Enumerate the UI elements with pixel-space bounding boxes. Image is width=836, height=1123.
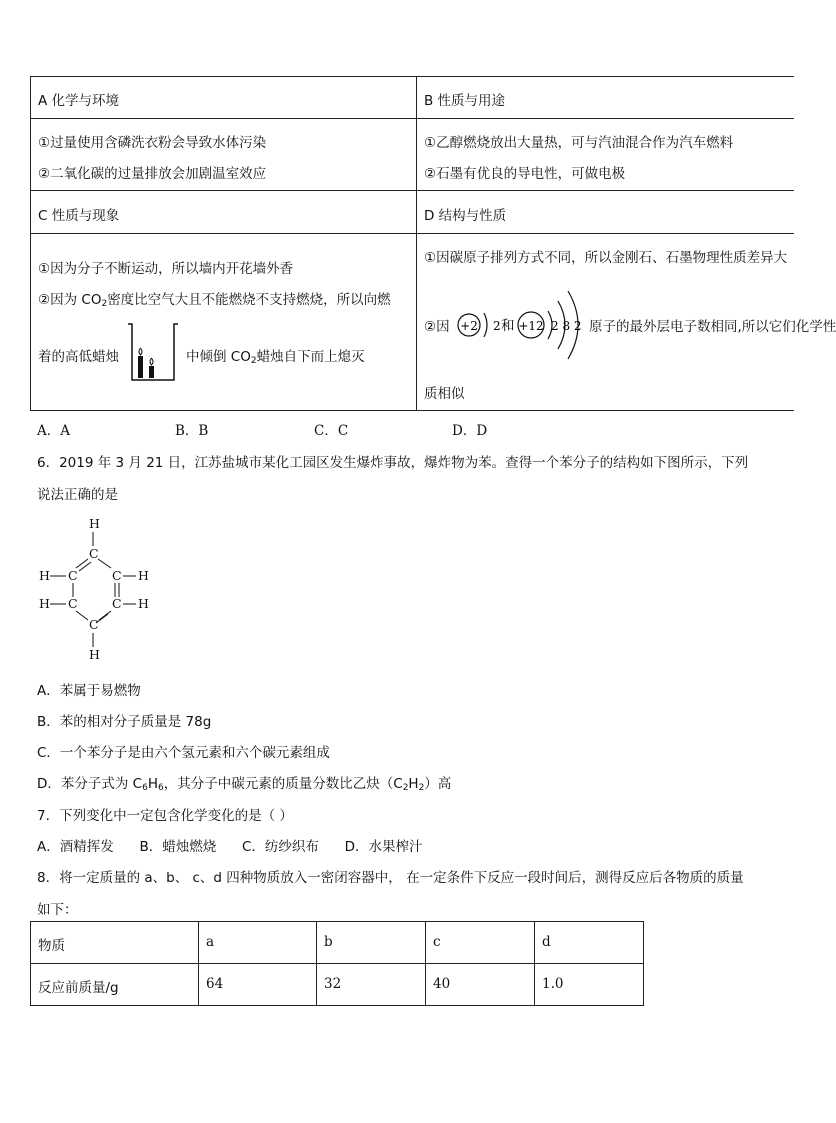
q5-option-a: A．A xyxy=(37,423,70,439)
table-border xyxy=(30,233,794,234)
atom-structure-diagrams xyxy=(453,283,603,367)
q6-option-a: A．苯属于易燃物 xyxy=(37,683,141,699)
cell-a-line2: ②二氧化碳的过量排放会加剧温室效应 xyxy=(38,166,267,182)
atom-h: H xyxy=(138,596,149,611)
table-cell: 反应前质量/g xyxy=(38,980,119,996)
table-border xyxy=(30,118,794,119)
table-header-cell: c xyxy=(433,934,441,950)
table-cell: 1.0 xyxy=(542,976,564,992)
table-header-cell: a xyxy=(206,934,215,950)
cell-c-line3-start: 着的高低蜡烛 xyxy=(38,349,119,365)
table-cell: 32 xyxy=(324,976,342,992)
cell-b-header: B 性质与用途 xyxy=(424,93,506,109)
q8-stem-line1: 8．将一定质量的 a、b、 c、d 四种物质放入一密闭容器中， 在一定条件下反应一段时间后，测得反应后各物质的质量 xyxy=(37,870,744,886)
table-border xyxy=(30,76,794,77)
cell-b-line2: ②石墨有优良的导电性，可做电极 xyxy=(424,166,626,182)
cell-d-header: D 结构与性质 xyxy=(424,208,507,224)
cell-d-line2-start: ②因 xyxy=(424,319,450,335)
table-border xyxy=(198,921,199,1006)
q7-options: A．酒精挥发 B．蜡烛燃烧 C．纺纱织布 D．水果榨汁 xyxy=(37,839,423,855)
cell-c-line2: ②因为 $CO_2$密度比空气大且不能燃烧不支持燃烧，所以向燃 xyxy=(38,292,391,309)
q6-option-c: C．一个苯分子是由六个氢元素和六个碳元素组成 xyxy=(37,745,330,761)
table-border xyxy=(643,921,644,1006)
q6-stem-line2: 说法正确的是 xyxy=(37,487,118,503)
table-border xyxy=(30,1005,644,1006)
atom1-shell: 2 xyxy=(493,319,501,333)
table-border xyxy=(30,921,644,922)
benzene-structure xyxy=(34,512,158,664)
atom-c: C xyxy=(89,546,99,561)
atom2-nucleus: +12 xyxy=(518,319,544,333)
table-border xyxy=(316,921,317,1006)
cell-c-line1: ①因为分子不断运动，所以墙内开花墙外香 xyxy=(38,261,294,277)
q8-stem-line2: 如下： xyxy=(37,902,78,918)
atom-c: C xyxy=(89,617,99,632)
table-header-cell: d xyxy=(542,934,551,950)
atom-h: H xyxy=(39,596,50,611)
cell-d-line3: 质相似 xyxy=(424,386,465,402)
table-cell: 64 xyxy=(206,976,224,992)
q5-option-d: D．D xyxy=(452,423,488,439)
table-border xyxy=(30,190,794,191)
cell-d-line2-end: 原子的最外层电子数相同,所以它们化学性 xyxy=(589,319,836,335)
table-border xyxy=(30,963,644,964)
table-border xyxy=(534,921,535,1006)
table-border xyxy=(416,76,417,411)
cell-a-line1: ①过量使用含磷洗衣粉会导致水体污染 xyxy=(38,135,267,151)
table-header-cell: 物质 xyxy=(38,938,65,954)
cell-b-line1: ①乙醇燃烧放出大量热，可与汽油混合作为汽车燃料 xyxy=(424,135,734,151)
cell-d-line1: ①因碳原子排列方式不同，所以金刚石、石墨物理性质差异大 xyxy=(424,250,788,266)
table-border xyxy=(30,76,31,411)
atom1-nucleus: +2 xyxy=(460,319,478,333)
cell-a-header: A 化学与环境 xyxy=(38,93,120,109)
atom-c: C xyxy=(68,568,78,583)
atom2-shells: 2 8 2 xyxy=(551,319,582,333)
q6-option-b: B．苯的相对分子质量是 78g xyxy=(37,714,212,730)
q5-option-c: C．C xyxy=(314,423,349,439)
q6-stem-line1: 6．2019 年 3 月 21 日，江苏盐城市某化工园区发生爆炸事故，爆炸物为苯。查得一个苯分子的结构如下图所示，下列 xyxy=(37,455,749,471)
cell-c-header: C 性质与现象 xyxy=(38,208,120,224)
table-border xyxy=(30,410,794,411)
q7-stem: 7．下列变化中一定包含化学变化的是（ ） xyxy=(37,808,293,824)
atom-h: H xyxy=(138,568,149,583)
q6-option-d: D．苯分子式为 $C_6H_6$，其分子中碳元素的质量分数比乙炔$(C_2H_2)$高 xyxy=(37,776,452,793)
atom-c: C xyxy=(68,596,78,611)
table-border xyxy=(30,921,31,1006)
table-header-cell: b xyxy=(324,934,333,950)
atom-c: C xyxy=(112,568,122,583)
atom-h: H xyxy=(89,647,100,662)
atom-c: C xyxy=(112,596,122,611)
atom-and-text: 和 xyxy=(501,318,515,334)
cell-c-line3-end: 中倾倒 $CO_2$蜡烛自下而上熄灭 xyxy=(186,349,365,366)
beaker-candle-diagram xyxy=(126,320,180,384)
atom-h: H xyxy=(89,516,100,531)
table-cell: 40 xyxy=(433,976,451,992)
atom-h: H xyxy=(39,568,50,583)
q5-option-b: B．B xyxy=(175,423,209,439)
table-border xyxy=(425,921,426,1006)
